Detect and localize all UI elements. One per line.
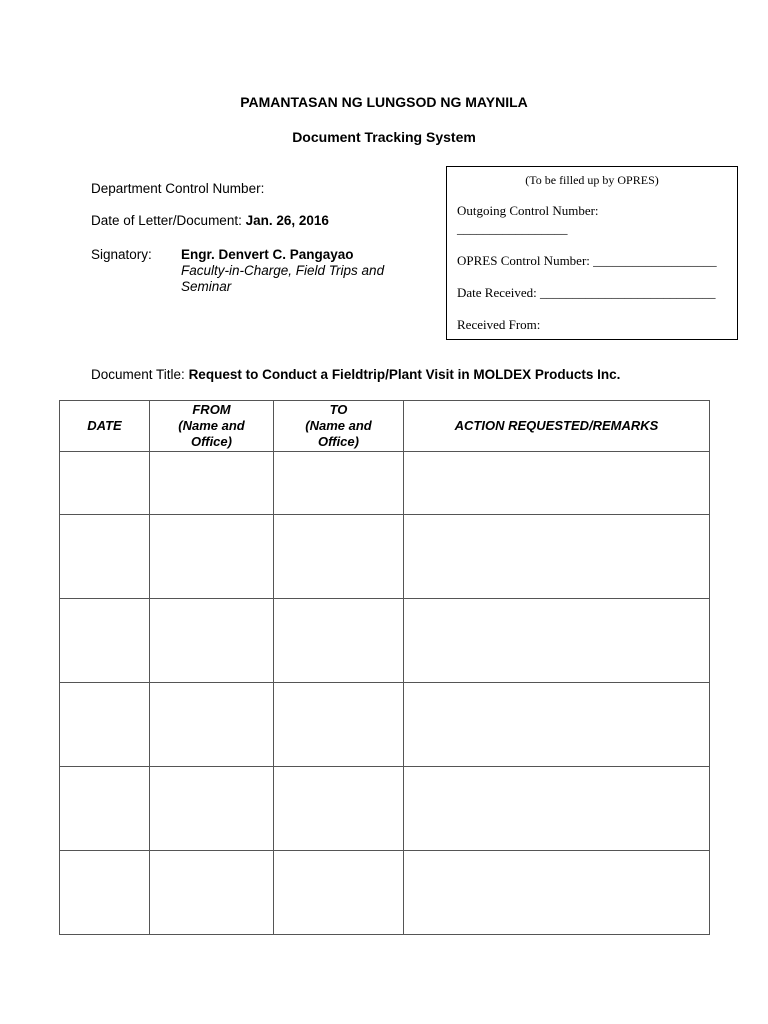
table-cell[interactable] (274, 851, 404, 935)
system-title: Document Tracking System (292, 129, 476, 145)
table-header-row (60, 401, 710, 452)
document-title-value: Request to Conduct a Fieldtrip/Plant Visit in MOLDEX Products Inc. (188, 367, 621, 382)
header-action-remarks: ACTION REQUESTED/REMARKS (404, 401, 710, 452)
table-cell[interactable] (150, 767, 274, 851)
table-cell[interactable] (274, 515, 404, 599)
table-cell[interactable] (150, 599, 274, 683)
opres-box (446, 166, 738, 340)
table-cell[interactable] (150, 683, 274, 767)
signatory-label: Signatory: (91, 247, 152, 262)
date-of-letter-label: Date of Letter/Document: (91, 213, 242, 228)
document-title-label: Document Title: (91, 367, 185, 382)
table-row (60, 683, 710, 767)
header-from-text: FROM (Name and Office) (178, 402, 245, 449)
department-control-label: Department Control Number: (91, 181, 265, 196)
table-cell[interactable] (60, 683, 150, 767)
table-cell[interactable] (60, 851, 150, 935)
table-row (60, 452, 710, 515)
organization-name: PAMANTASAN NG LUNGSOD NG MAYNILA (240, 94, 528, 110)
signatory-name: Engr. Denvert C. Pangayao (181, 247, 354, 262)
department-control-field (91, 181, 264, 196)
header-date: DATE (60, 401, 150, 452)
date-of-letter-field (91, 213, 329, 228)
opres-note: (To be filled up by OPRES) (525, 173, 659, 187)
document-title-row (91, 367, 620, 382)
table-cell[interactable] (60, 452, 150, 515)
table-cell[interactable] (404, 851, 710, 935)
received-from-label: Received From: (457, 317, 541, 332)
table-cell[interactable] (60, 767, 150, 851)
table-row (60, 599, 710, 683)
outgoing-control-label: Outgoing Control Number: (457, 203, 599, 218)
table-cell[interactable] (274, 452, 404, 515)
table-cell[interactable] (404, 683, 710, 767)
opres-control-label: OPRES Control Number: ___________________ (457, 253, 717, 268)
tracking-table (59, 400, 710, 935)
signatory-block (181, 247, 421, 295)
header-to-text: TO (Name and Office) (305, 402, 372, 449)
signatory-title: Faculty-in-Charge, Field Trips and Seminar (181, 263, 385, 294)
table-cell[interactable] (274, 683, 404, 767)
table-cell[interactable] (150, 515, 274, 599)
table-row (60, 767, 710, 851)
table-cell[interactable] (150, 851, 274, 935)
table-cell[interactable] (274, 767, 404, 851)
table-cell[interactable] (404, 515, 710, 599)
table-cell[interactable] (274, 599, 404, 683)
table-cell[interactable] (404, 452, 710, 515)
table-row (60, 851, 710, 935)
table-cell[interactable] (150, 452, 274, 515)
header-from (150, 401, 274, 452)
table-cell[interactable] (404, 767, 710, 851)
table-cell[interactable] (404, 599, 710, 683)
table-row (60, 515, 710, 599)
table-cell[interactable] (60, 515, 150, 599)
table-cell[interactable] (60, 599, 150, 683)
date-of-letter-value: Jan. 26, 2016 (245, 213, 329, 228)
outgoing-control-blank: _________________ (457, 221, 568, 236)
header-to (274, 401, 404, 452)
date-received-label: Date Received: ___________________________ (457, 285, 716, 300)
